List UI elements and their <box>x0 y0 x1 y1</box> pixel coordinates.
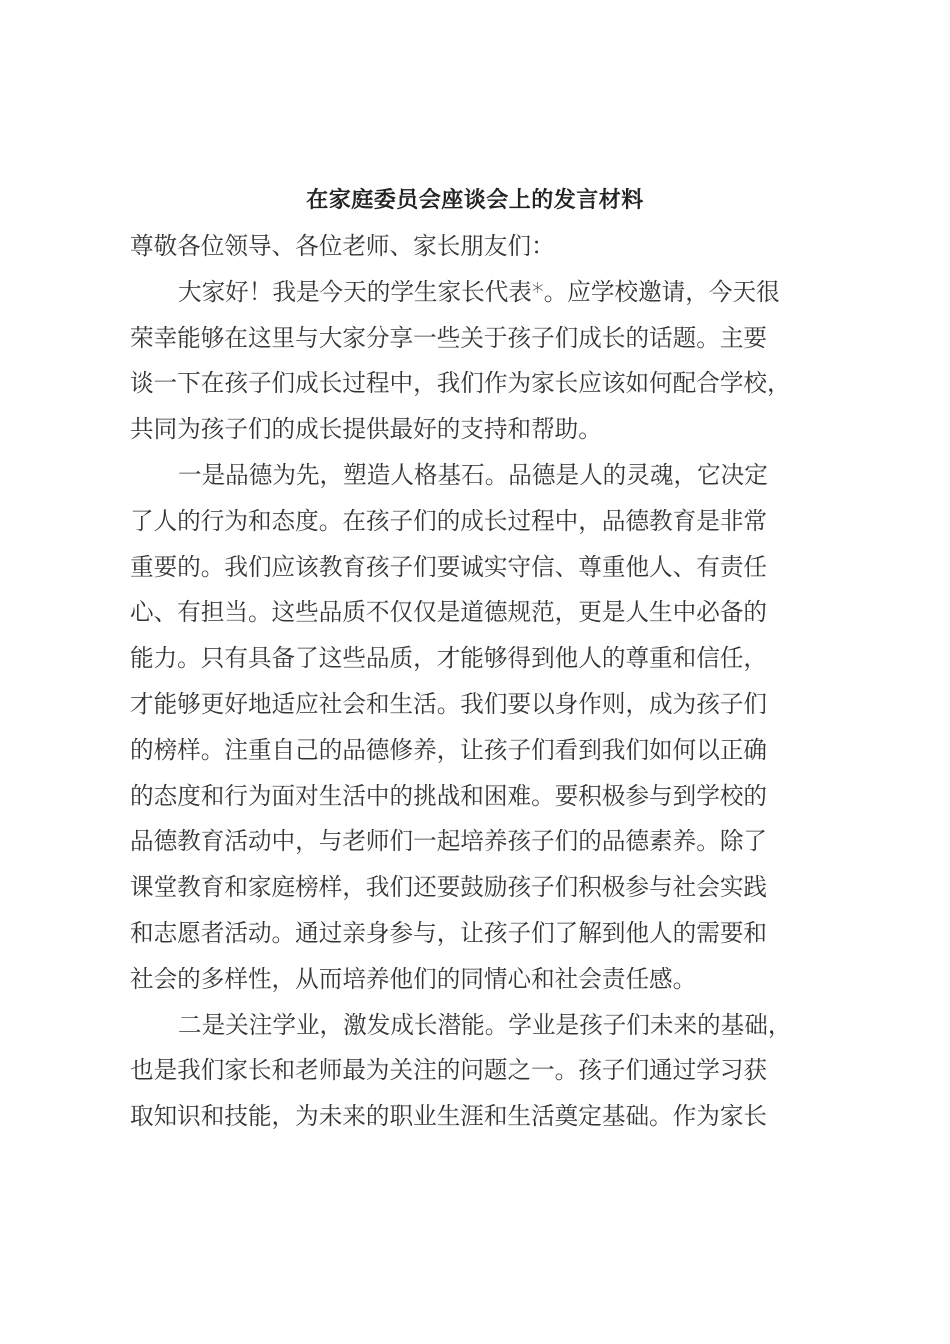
paragraph-line: 二是关注学业，激发成长潜能。学业是孩子们未来的基础， <box>178 1010 792 1039</box>
paragraph <box>130 453 830 1003</box>
paragraph-line: 共同为孩子们的成长提供最好的支持和帮助。 <box>130 415 602 444</box>
paragraph-line: 取知识和技能，为未来的职业生涯和生活奠定基础。作为家长 <box>130 1102 768 1131</box>
paragraph-line: 社会的多样性，从而培养他们的同情心和社会责任感。 <box>130 964 697 993</box>
paragraph-line: 心、有担当。这些品质不仅仅是道德规范，更是人生中必备的 <box>130 598 768 627</box>
paragraph-line: 重要的。我们应该教育孩子们要诚实守信、尊重他人、有责任 <box>130 552 768 581</box>
paragraph-line: 的榜样。注重自己的品德修养，让孩子们看到我们如何以正确 <box>130 735 768 764</box>
document-title: 在家庭委员会座谈会上的发言材料 <box>306 187 644 213</box>
salutation: 尊敬各位领导、各位老师、家长朋友们： <box>130 232 555 260</box>
paragraph-line: 和志愿者活动。通过亲身参与，让孩子们了解到他人的需要和 <box>130 918 768 947</box>
paragraph-line: 才能够更好地适应社会和生活。我们要以身作则，成为孩子们 <box>130 689 768 718</box>
paragraph <box>130 270 830 453</box>
paragraphs <box>130 270 830 1140</box>
paragraph <box>130 1003 830 1140</box>
paragraph-line: 也是我们家长和老师最为关注的问题之一。孩子们通过学习获 <box>130 1056 768 1085</box>
document-body <box>130 224 830 1140</box>
paragraph-line: 能力。只有具备了这些品质，才能够得到他人的尊重和信任， <box>130 644 768 673</box>
paragraph-line: 品德教育活动中，与老师们一起培养孩子们的品德素养。除了 <box>130 827 768 856</box>
paragraph-line: 谈一下在孩子们成长过程中，我们作为家长应该如何配合学校， <box>130 369 791 398</box>
paragraph-line: 荣幸能够在这里与大家分享一些关于孩子们成长的话题。主要 <box>130 323 768 352</box>
paragraph-line: 一是品德为先，塑造人格基石。品德是人的灵魂，它决定 <box>178 460 768 489</box>
paragraph-line: 的态度和行为面对生活中的挑战和困难。要积极参与到学校的 <box>130 781 768 810</box>
paragraph-line: 了人的行为和态度。在孩子们的成长过程中，品德教育是非常 <box>130 506 768 535</box>
paragraph-line: 课堂教育和家庭榜样，我们还要鼓励孩子们积极参与社会实践 <box>130 873 768 902</box>
paragraph-line: 大家好！我是今天的学生家长代表*。应学校邀请，今天很 <box>178 277 780 306</box>
